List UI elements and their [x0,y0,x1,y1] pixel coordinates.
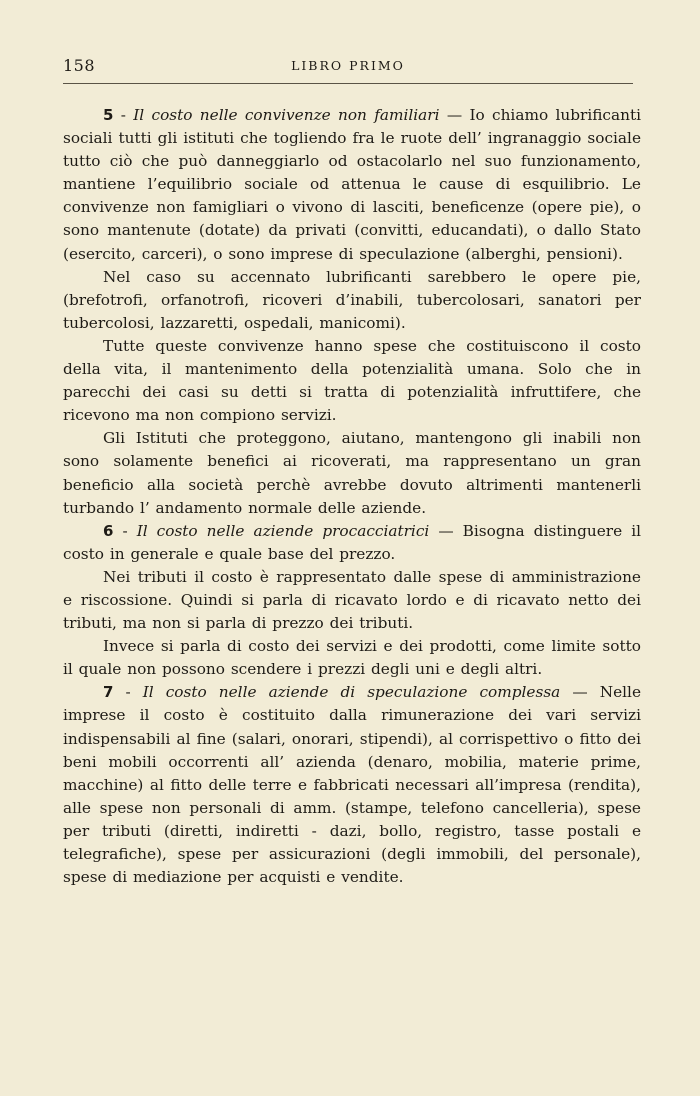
paragraph-text: Invece si parla di costo dei servizi e dei prodotti, come limite sotto il quale non possono scendere i prezzi degli uni e degli altri. [63,637,641,679]
body-text [63,104,641,889]
paragraph-section-5 [63,104,641,266]
paragraph [63,635,641,681]
paragraph [63,266,641,335]
paragraph-text: Tutte queste convivenze hanno spese che costituiscono il costo della vita, il mantenimento della potenzialità umana. Solo che in parecchi dei casi su detti si tratta di potenzialità infruttifere, che ricevono ma non compiono servizi. [63,336,641,425]
running-title: LIBRO PRIMO [291,58,405,73]
paragraph-text: — Nelle imprese il costo è costituito dalla rimunerazione dei vari servizi indispensabili al fine (salari, onorari, stipendi), al corrispettivo o fitto dei beni mobili occorrenti all’ azienda (denaro, mobilia, materie prime, macchine) al fitto delle terre e fabbricati necessari all’impresa (rendita), alle spese non personali di amm. (stampe, telefono cancelleria), spese per tributi (diretti, indiretti - dazi, bollo, registro, tasse postali e telegrafiche), spese per assicurazioni (degli immobili, del personale), spese di mediazione per acquisti e vendite. [63,683,641,887]
paragraph-text: Nel caso su accennato lubrificanti sarebbero le opere pie, (brefotrofi, orfanotrofi, ricoveri d’inabili, tubercolosari, sanatori per tubercolosi, lazzaretti, ospedali, manicomi). [63,267,641,332]
section-separator: - [113,521,137,540]
paragraph-text: — Io chiamo lubrificanti sociali tutti gli istituti che togliendo fra le ruote dell’ ingranaggio sociale tutto ciò che può danneggiarlo od ostacolarlo nel suo funzionamento, mantiene l’equilibrio sociale od attenua le cause di esquilibrio. Le convivenze non famigliari o vivono di lasciti, beneficenze (opere pie), o sono mantenute (dotate) da privati (convitti, educandati), o dallo Stato (esercito, carceri), o sono imprese di speculazione (alberghi, pensioni). [63,106,641,263]
page-number: 158 [63,56,96,75]
section-title: Il costo nelle aziende di speculazione complessa [142,683,561,702]
paragraph [63,566,641,635]
section-number: 7 [103,683,114,702]
page-header [63,56,633,80]
section-separator: - [113,106,134,124]
paragraph-text: Gli Istituti che proteggono, aiutano, mantengono gli inabili non sono solamente benefici ai ricoverati, ma rappresentano un gran beneficio alla società perchè avrebbe dovuto altrimenti mantenerli turbando l’ andamento normale delle aziende. [63,429,641,517]
paragraph [63,427,641,519]
section-title: Il costo nelle aziende procacciatrici [136,521,430,540]
header-rule [63,83,633,84]
paragraph-text: — Bisogna distinguere il costo in generale e quale base del prezzo. [63,521,641,563]
section-title: Il costo nelle convivenze non familiari [133,106,440,124]
paragraph-section-6 [63,520,641,566]
paragraph [63,335,641,427]
section-number: 6 [103,521,114,540]
paragraph-text: Nei tributi il costo è rappresentato dalle spese di amministrazione e riscossione. Quindi si parla di ricavato lordo e di ricavato netto dei tributi, ma non si parla di prezzo dei tributi. [63,567,641,633]
section-number: 5 [103,106,114,124]
paragraph-section-7 [63,681,641,889]
section-separator: - [113,683,143,702]
